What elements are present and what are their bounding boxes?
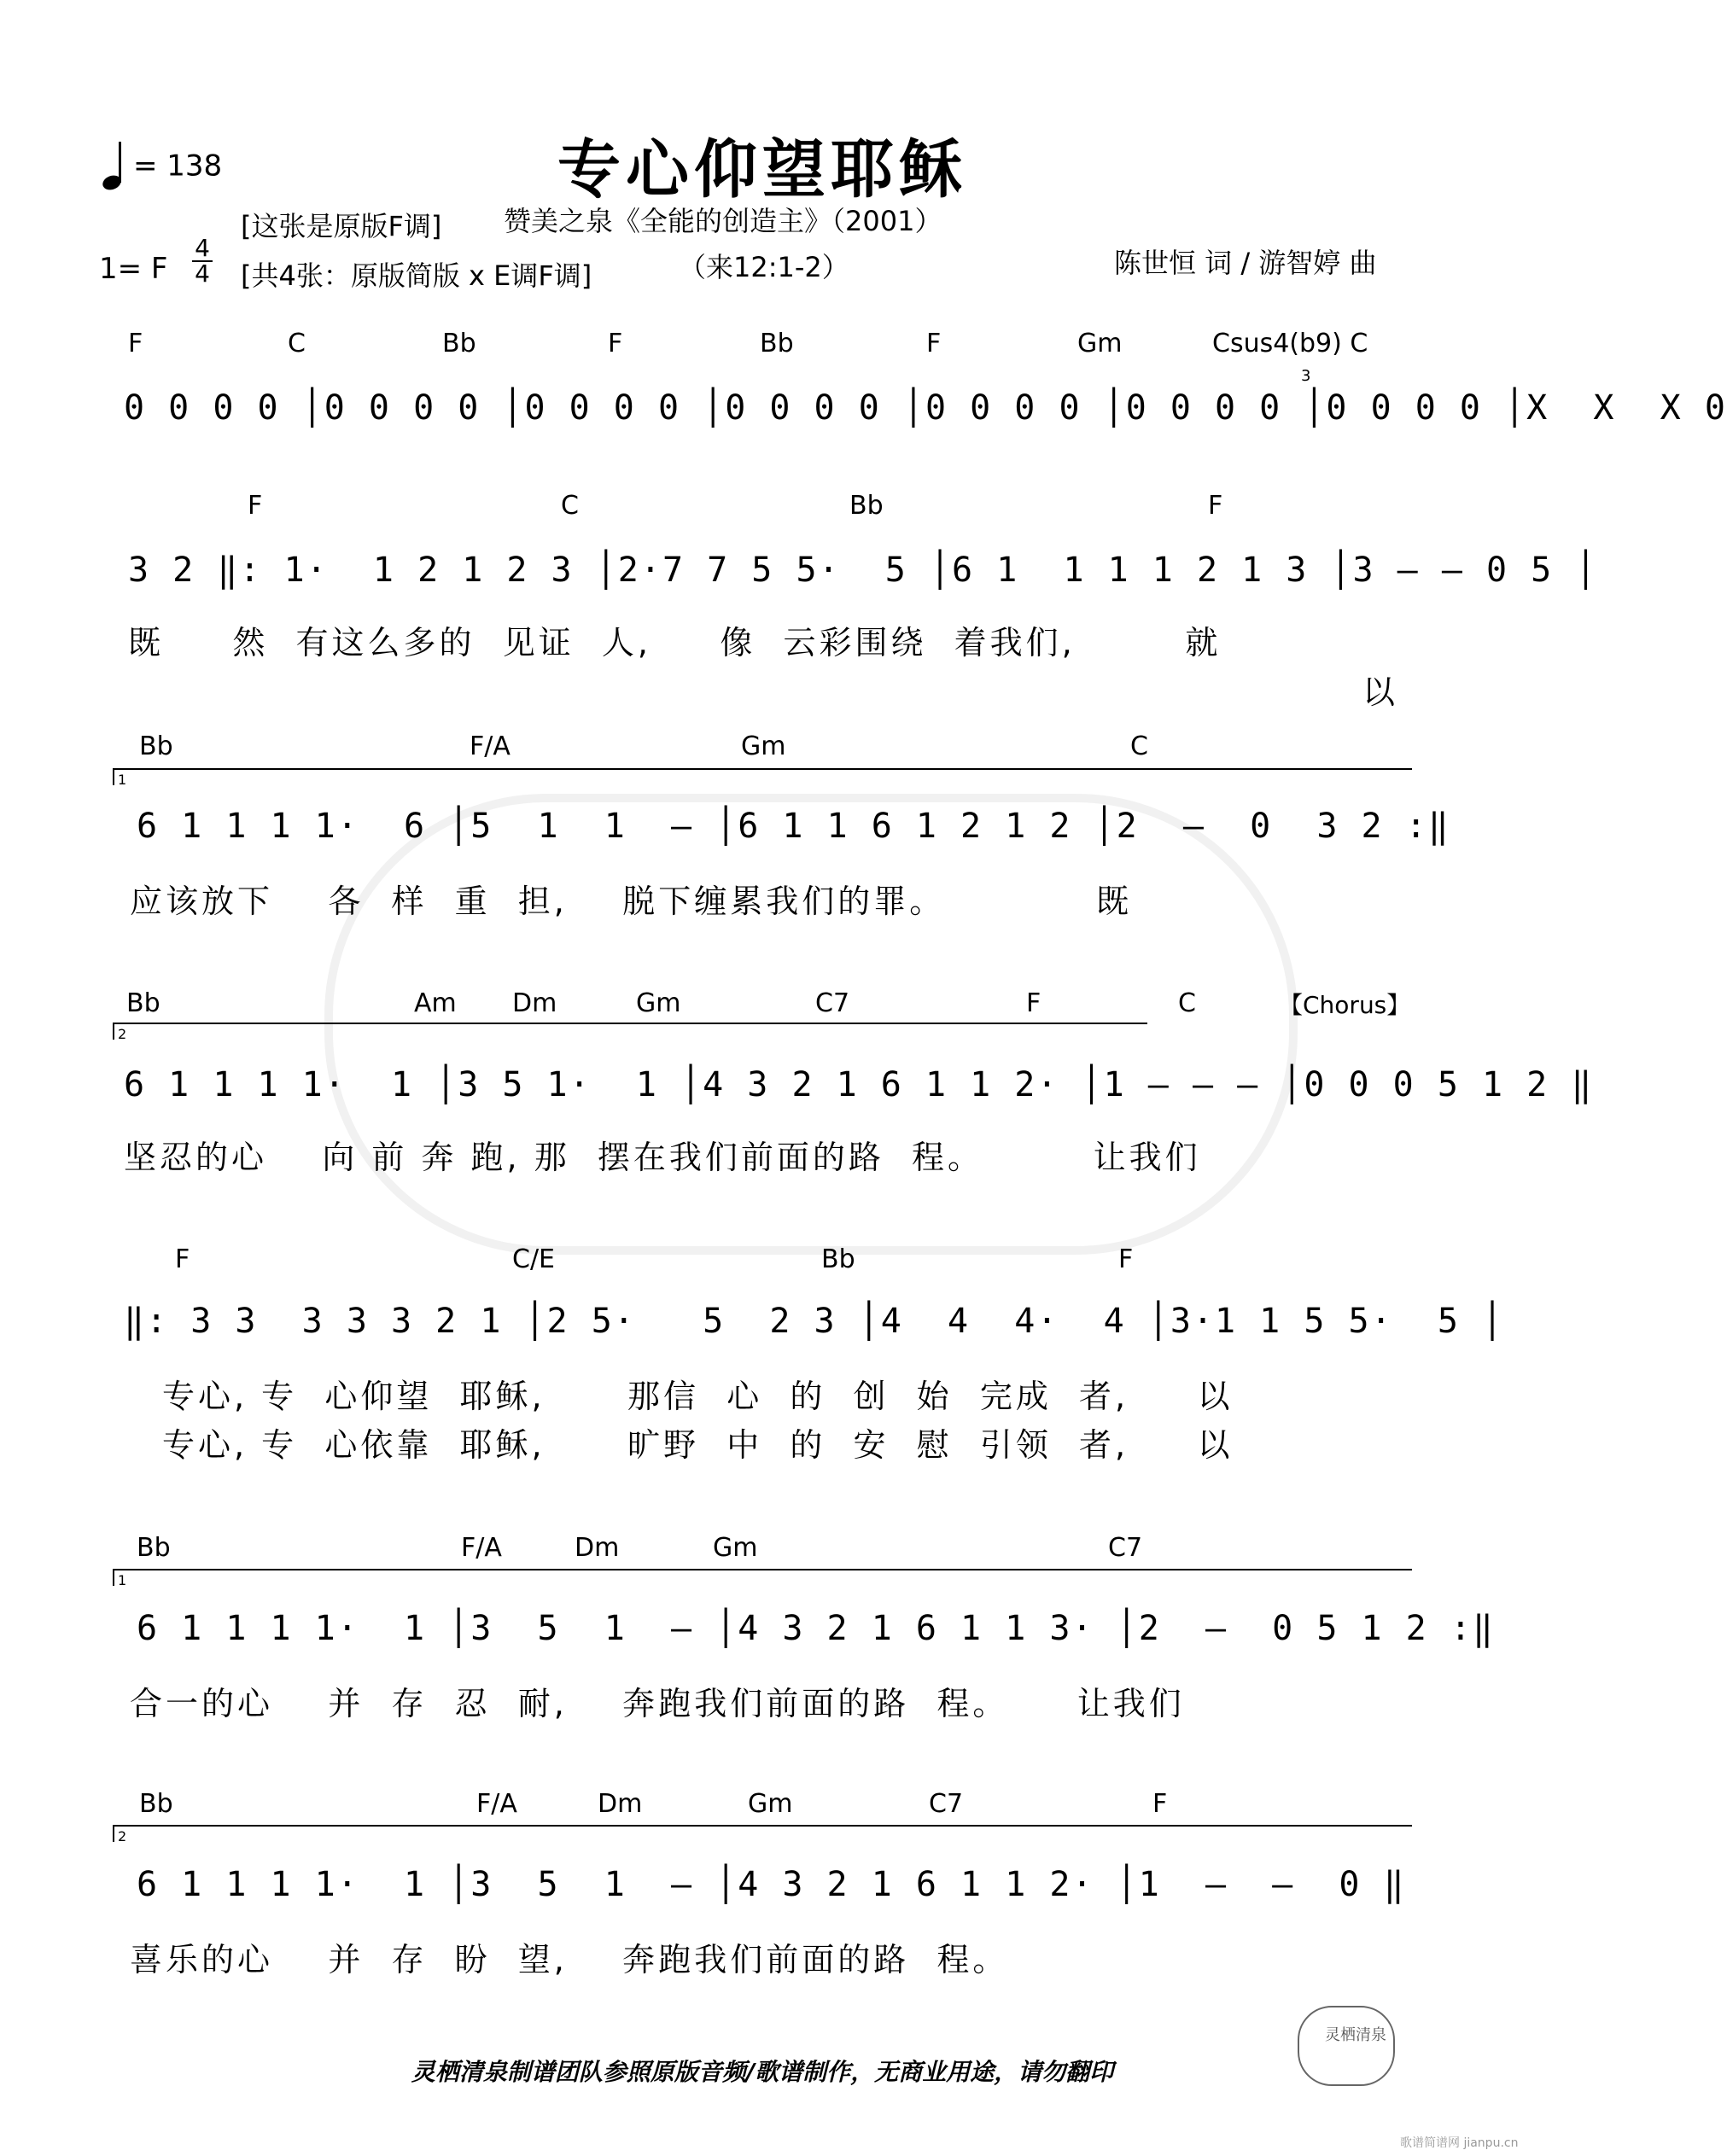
site-watermark: 歌谱简谱网 jianpu.cn [1400, 2136, 1519, 2150]
chord: C7 [815, 988, 850, 1018]
line1-notes: 3 2 ‖: 1· 1 2 1 2 3 │2·7 7 5 5· 5 │6 1 1 1 1 2 1 3 │3 – – 0 5 │ [128, 551, 1598, 590]
first-ending-bracket: 1 [113, 768, 1412, 785]
tempo-marking [102, 145, 222, 189]
key-signature: 1= F [99, 252, 168, 286]
line3-lyrics: 坚忍的心 向 前 奔 跑, 那 摆在我们前面的路 程。 让我们 [124, 1139, 1201, 1176]
chord: F [926, 329, 942, 358]
line5-notes: 6 1 1 1 1· 1 │3 5 1 – │4 3 2 1 6 1 1 3· │2 – 0 5 1 2 :‖ [137, 1609, 1496, 1648]
time-signature [192, 234, 213, 288]
line4-lyrics-verse2: 专心, 专 心依靠 耶稣, 旷野 中 的 安 慰 引领 者, 以 [162, 1426, 1234, 1464]
line4-notes: ‖: 3 3 3 3 3 2 1 │2 5· 5 2 3 │4 4 4· 4 │3·1 1 5 5· 5 │ [124, 1302, 1505, 1341]
first-ending-bracket: 1 [113, 1569, 1412, 1586]
second-ending-bracket: 2 [113, 1825, 1412, 1842]
logo-text: 灵栖清泉 [1325, 2026, 1386, 2044]
chord: Dm [575, 1533, 620, 1563]
album-source: 赞美之泉《全能的创造主》（2001） [504, 205, 942, 237]
chord: Gm [636, 988, 681, 1018]
chord: C [561, 491, 579, 521]
line4-lyrics-verse1: 专心, 专 心仰望 耶稣, 那信 心 的 创 始 完成 者, 以 [162, 1378, 1234, 1415]
chord: Gm [748, 1789, 793, 1819]
chord: Bb [139, 1789, 173, 1819]
chord: Gm [1077, 329, 1123, 358]
song-title: 专心仰望耶稣 [557, 133, 967, 207]
chord: Dm [598, 1789, 643, 1819]
chord: F [1118, 1244, 1134, 1274]
chord: Bb [821, 1244, 855, 1274]
chord: Bb [442, 329, 476, 358]
line5-lyrics: 合一的心 并 存 忍 耐, 奔跑我们前面的路 程。 让我们 [130, 1685, 1185, 1722]
tempo-value: = 138 [133, 149, 223, 184]
footer-disclaimer: 灵栖清泉制谱团队参照原版音频/歌谱制作，无商业用途，请勿翻印 [411, 2058, 1114, 2086]
line6-notes: 6 1 1 1 1· 1 │3 5 1 – │4 3 2 1 6 1 1 2· │1 – – 0 ‖ [137, 1865, 1406, 1904]
chord: Bb [139, 731, 173, 761]
intro-notes: 0 0 0 0 │0 0 0 0 │0 0 0 0 │0 0 0 0 │0 0 0 0 │0 0 0 0 │0 0 0 0 │X X X 0 [124, 388, 1727, 428]
version-note: [共4张：原版简版 x E调F调] [241, 259, 592, 292]
chord: Bb [137, 1533, 171, 1563]
line1-lyrics-alt: 以 [1362, 673, 1399, 711]
chord: Dm [512, 988, 557, 1018]
chord: C7 [1108, 1533, 1143, 1563]
chord: Csus4(b9) C [1212, 329, 1368, 358]
chord: C [288, 329, 306, 358]
chord: F [248, 491, 263, 521]
line1-lyrics: 既 然 有这么多的 见证 人, 像 云彩围绕 着我们, 就 [128, 624, 1222, 661]
chord: F [1026, 988, 1041, 1018]
bible-verse: （来12:1-2） [679, 251, 849, 283]
time-signature-bottom: 4 [195, 259, 210, 288]
chord: F [175, 1244, 190, 1274]
chord: C [1178, 988, 1196, 1018]
triplet-mark: 3 [1301, 367, 1311, 385]
original-key-note: [这张是原版F调] [241, 210, 442, 242]
chord: F [1152, 1789, 1168, 1819]
time-signature-top: 4 [195, 234, 210, 262]
chord: F/A [461, 1533, 502, 1563]
line6-lyrics: 喜乐的心 并 存 盼 望, 奔跑我们前面的路 程。 [130, 1941, 1009, 1978]
chord: Gm [741, 731, 786, 761]
chord: F [608, 329, 623, 358]
sheep-logo [1298, 2006, 1395, 2086]
chord: Bb [760, 329, 794, 358]
chord: Gm [713, 1533, 758, 1563]
quarter-note-icon [102, 145, 123, 189]
chord: Bb [849, 491, 884, 521]
line3-notes: 6 1 1 1 1· 1 │3 5 1· 1 │4 3 2 1 6 1 1 2· │1 – – – │0 0 0 5 1 2 ‖ [124, 1065, 1594, 1104]
chord: C [1130, 731, 1148, 761]
line2-lyrics: 应该放下 各 样 重 担, 脱下缠累我们的罪。 既 [130, 883, 1133, 920]
second-ending-bracket: 2 [113, 1023, 1147, 1040]
credits: 陈世恒 词 / 游智婷 曲 [1114, 247, 1377, 279]
chord: F [128, 329, 143, 358]
line2-notes: 6 1 1 1 1· 6 │5 1 1 – │6 1 1 6 1 2 1 2 │2 – 0 3 2 :‖ [137, 807, 1450, 846]
chord: F/A [470, 731, 511, 761]
chord: Am [414, 988, 457, 1018]
chord: C7 [929, 1789, 964, 1819]
chorus-label: 【Chorus】 [1279, 991, 1411, 1019]
chord: F [1208, 491, 1223, 521]
chord: Bb [126, 988, 160, 1018]
chord: F/A [476, 1789, 517, 1819]
chord: C/E [512, 1244, 556, 1274]
